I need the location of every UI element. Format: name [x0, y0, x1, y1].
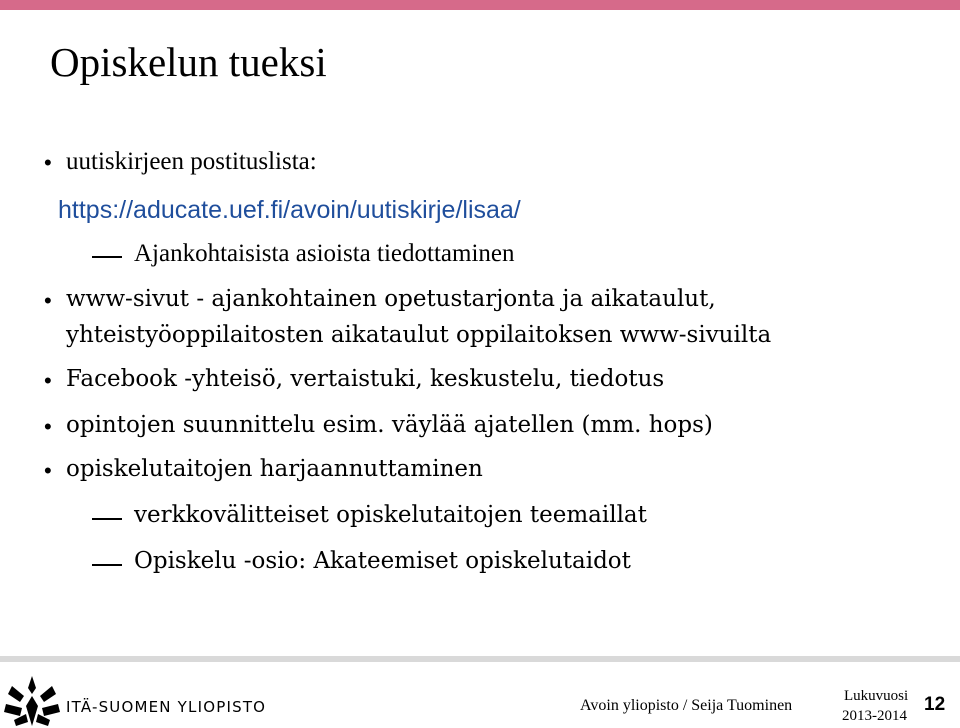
footer-rule — [0, 656, 960, 662]
sub-dash-icon — [92, 564, 122, 566]
footer-author: Avoin yliopisto / Seija Tuominen — [580, 697, 793, 714]
footer-year-label: Lukuvuosi — [844, 688, 909, 704]
bullet-facebook: Facebook -yhteisö, vertaistuki, keskustelu, tiedotus — [66, 366, 665, 392]
footer-year: 2013-2014 — [842, 708, 907, 724]
bullet-icon: • — [44, 458, 52, 483]
sub-item-academic-skills: Opiskelu -osio: Akateemiset opiskelutaidot — [134, 548, 631, 574]
top-accent-bar — [0, 0, 960, 10]
university-name: ITÄ-SUOMEN YLIOPISTO — [66, 698, 267, 716]
bullet-icon: • — [44, 368, 52, 393]
bullet-icon: • — [44, 414, 52, 439]
bullet-www-line2: yhteistyöoppilaitosten aikataulut oppilaitoksen www-sivuilta — [66, 322, 772, 348]
bullet-newsletter: uutiskirjeen postituslista: — [66, 148, 317, 175]
bullet-study-planning: opintojen suunnittelu esim. väylää ajatellen (mm. hops) — [66, 412, 713, 438]
sub-item-theme-evenings: verkkovälitteiset opiskelutaitojen teemaillat — [134, 502, 647, 528]
bullet-study-skills: opiskelutaitojen harjaannuttaminen — [66, 456, 483, 482]
bullet-www-line1: www-sivut - ajankohtainen opetustarjonta ja aikataulut, — [66, 286, 716, 312]
sub-dash-icon — [92, 256, 122, 258]
sub-item-informing: Ajankohtaisista asioista tiedottaminen — [134, 240, 515, 267]
bullet-icon: • — [44, 150, 52, 175]
slide-title: Opiskelun tueksi — [50, 39, 327, 85]
newsletter-link[interactable]: https://aducate.uef.fi/avoin/uutiskirje/lisaa/ — [58, 196, 521, 224]
page-number: 12 — [924, 694, 946, 715]
university-logo-icon — [2, 672, 62, 728]
bullet-icon: • — [44, 288, 52, 313]
sub-dash-icon — [92, 518, 122, 520]
